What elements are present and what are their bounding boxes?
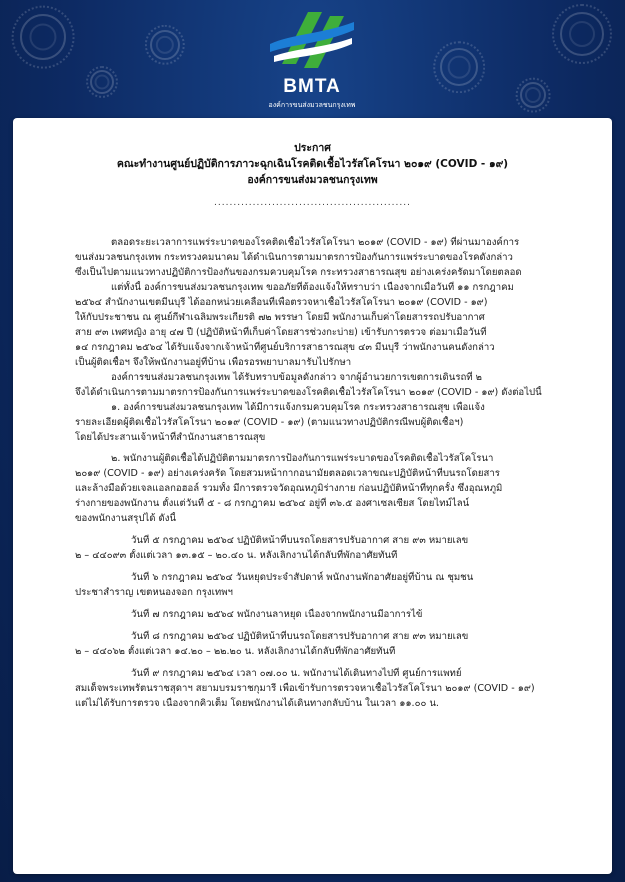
body-line: วันที่ ๕ กรกฎาคม ๒๕๖๔ ปฏิบัติหน้าที่บนรถโดยสารปรับอากาศ สาย ๙๓ หมายเลข xyxy=(131,535,469,546)
body-line: วันที่ ๖ กรกฎาคม ๒๕๖๔ วันหยุดประจำสัปดาห์ พนักงานพักอาศัยอยู่ที่บ้าน ณ ชุมชน xyxy=(131,572,474,583)
body-line: วันที่ ๗ กรกฎาคม ๒๕๖๔ พนักงานลาหยุด เนื่องจากพนักงานมีอาการไข้ xyxy=(131,609,423,620)
announcement-title: ประกาศ xyxy=(294,142,331,154)
body-line: ๑. องค์การขนส่งมวลชนกรุงเทพ ได้มีการแจ้งกรมควบคุมโรค กระทรวงสาธารณสุข เพื่อแจ้ง xyxy=(111,402,485,413)
virus-decoration-icon xyxy=(520,82,546,108)
body-line: องค์การขนส่งมวลชนกรุงเทพ ได้รับทราบข้อมูลดังกล่าว จากผู้อำนวยการเขตการเดินรถที่ ๒ xyxy=(111,372,482,383)
virus-decoration-icon xyxy=(20,14,66,60)
body-line: ของพนักงานสรุปได้ ดังนี้ xyxy=(75,513,177,524)
body-line: ๒ – ๔๔๐๙๓ ตั้งแต่เวลา ๑๓.๑๕ – ๒๐.๔๐ น. หลังเลิกงานได้กลับที่พักอาศัยทันที xyxy=(75,550,398,561)
body-line: สมเด็จพระเทพรัตนราชสุดาฯ สยามบรมราชกุมารี เพื่อเข้ารับการตรวจหาเชื้อไวรัสโคโรนา ๒๐๑๙ (COVID - ๑๙) xyxy=(75,683,535,694)
body-line: วันที่ ๙ กรกฎาคม ๒๕๖๔ เวลา ๐๗.๐๐ น. พนักงานได้เดินทางไปที่ ศูนย์การแพทย์ xyxy=(131,668,462,679)
body-line: แต่ไม่ได้รับการตรวจ เนื่องจากคิวเต็ม โดยพนักงานได้เดินทางกลับบ้าน ในเวลา ๑๑.๐๐ น. xyxy=(75,698,439,709)
announcement-subject: คณะทำงานศูนย์ปฏิบัติการภาวะฉุกเฉินโรคติดเชื้อไวรัสโคโรนา ๒๐๑๙ (COVID - ๑๙) xyxy=(116,158,509,170)
bmta-emblem-icon xyxy=(262,4,362,76)
body-line: สาย ๙๓ เพศหญิง อายุ ๔๗ ปี (ปฏิบัติหน้าที่เก็บค่าโดยสารช่วงกะบ่าย) เข้ารับการตรวจ ต่อมาเมื่อวันที่ xyxy=(75,327,487,338)
bmta-logo xyxy=(262,4,362,112)
body-line: ขนส่งมวลชนกรุงเทพ กระทรวงคมนาคม ได้ดำเนินการตามมาตรการป้องกันการแพร่ระบาดของโรคดังกล่าว xyxy=(75,252,513,263)
body-line: ๒๕๖๔ สำนักงานเขตมีนบุรี ได้ออกหน่วยเคลื่อนที่เพื่อตรวจหาเชื้อไวรัสโคโรนา ๒๐๑๙ (COVID - ๑๙) xyxy=(75,297,488,308)
body-line: และล้างมือด้วยเจลแอลกอฮอล์ รวมทั้ง มีการตรวจวัดอุณหภูมิร่างกาย ก่อนปฏิบัติหน้าที่ทุกครั้ง ซึ่งอุณหภูมิ xyxy=(75,483,503,494)
body-line: รายละเอียดผู้ติดเชื้อไวรัสโคโรนา ๒๐๑๙ (COVID - ๑๙) (ตามแนวทางปฏิบัติกรณีพบผู้ติดเชื้อฯ) xyxy=(75,417,464,428)
body-line: วันที่ ๘ กรกฎาคม ๒๕๖๔ ปฏิบัติหน้าที่บนรถโดยสารปรับอากาศ สาย ๙๓ หมายเลข xyxy=(131,631,469,642)
body-line: ซึ่งเป็นไปตามแนวทางปฏิบัติการป้องกันของกรมควบคุมโรค กระทรวงสาธารณสุข อย่างเคร่งครัดมาโดยตลอด xyxy=(75,267,522,278)
body-line: โดยได้ประสานเจ้าหน้าที่สำนักงานสาธารณสุข xyxy=(75,432,266,443)
body-line: ๑๔ กรกฎาคม ๒๕๖๔ ได้รับแจ้งจากเจ้าหน้าที่ศูนย์บริการสาธารณสุข ๔๓ มีนบุรี ว่าพนักงานคนดังกล่าว xyxy=(75,342,495,353)
body-line: เป็นผู้ติดเชื้อฯ จึงให้พนักงานอยู่ที่บ้าน เพื่อรอรพยาบาลมารับไปรักษา xyxy=(75,357,352,368)
virus-decoration-icon xyxy=(440,48,478,86)
logo-wordmark: BMTA xyxy=(283,76,341,97)
body-line: ๒. พนักงานผู้ติดเชื้อได้ปฏิบัติตามมาตรการป้องกันการแพร่ระบาดของโรคติดเชื้อไวรัสโคโรนา xyxy=(111,453,494,464)
logo-subtitle: องค์การขนส่งมวลชนกรุงเทพ xyxy=(268,101,356,109)
virus-decoration-icon xyxy=(150,30,180,60)
body-line: ร่างกายของพนักงาน ตั้งแต่วันที่ ๕ - ๘ กรกฎาคม ๒๕๖๔ อยู่ที่ ๓๖.๕ องศาเซลเซียส โดยไทม์ไลน์ xyxy=(75,498,470,509)
body-line: ให้กับประชาชน ณ ศูนย์กีฬาเฉลิมพระเกียรติ ๗๒ พรรษา โดยมี พนักงานเก็บค่าโดยสารรถปรับอากาศ xyxy=(75,312,485,323)
body-line: ประชาสำราญ เขตหนองจอก กรุงเทพฯ xyxy=(75,587,233,598)
announcement-paper xyxy=(13,118,612,874)
virus-decoration-icon xyxy=(90,70,114,94)
body-line: ตลอดระยะเวลาการแพร่ระบาดของโรคติดเชื้อไวรัสโคโรนา ๒๐๑๙ (COVID - ๑๙) ที่ผ่านมาองค์การ xyxy=(111,237,520,248)
body-line: ๒๐๑๙ (COVID - ๑๙) อย่างเคร่งครัด โดยสวมหน้ากากอนามัยตลอดเวลาขณะปฏิบัติหน้าที่บนรถโดยสาร xyxy=(75,468,500,479)
body-line: จึงได้ดำเนินการตามมาตรการป้องกันการแพร่ระบาดของโรคติดเชื้อไวรัสโคโรนา ๒๐๑๙ (COVID - ๑๙) ดังต่อไปนี้ xyxy=(75,387,542,398)
virus-decoration-icon xyxy=(560,12,604,56)
separator-line: ................................................... xyxy=(214,198,411,208)
body-line: ๒ – ๔๔๐๖๒ ตั้งแต่เวลา ๑๔.๒๐ – ๒๒.๒๐ น. หลังเลิกงานได้กลับที่พักอาศัยทันที xyxy=(75,646,396,657)
announcement-org: องค์การขนส่งมวลชนกรุงเทพ xyxy=(247,174,378,186)
body-line: แต่ทั้งนี้ องค์การขนส่งมวลชนกรุงเทพ ขออภัยที่ต้องแจ้งให้ทราบว่า เนื่องจากเมื่อวันที่ ๑๑ กรกฎาคม xyxy=(111,282,514,293)
